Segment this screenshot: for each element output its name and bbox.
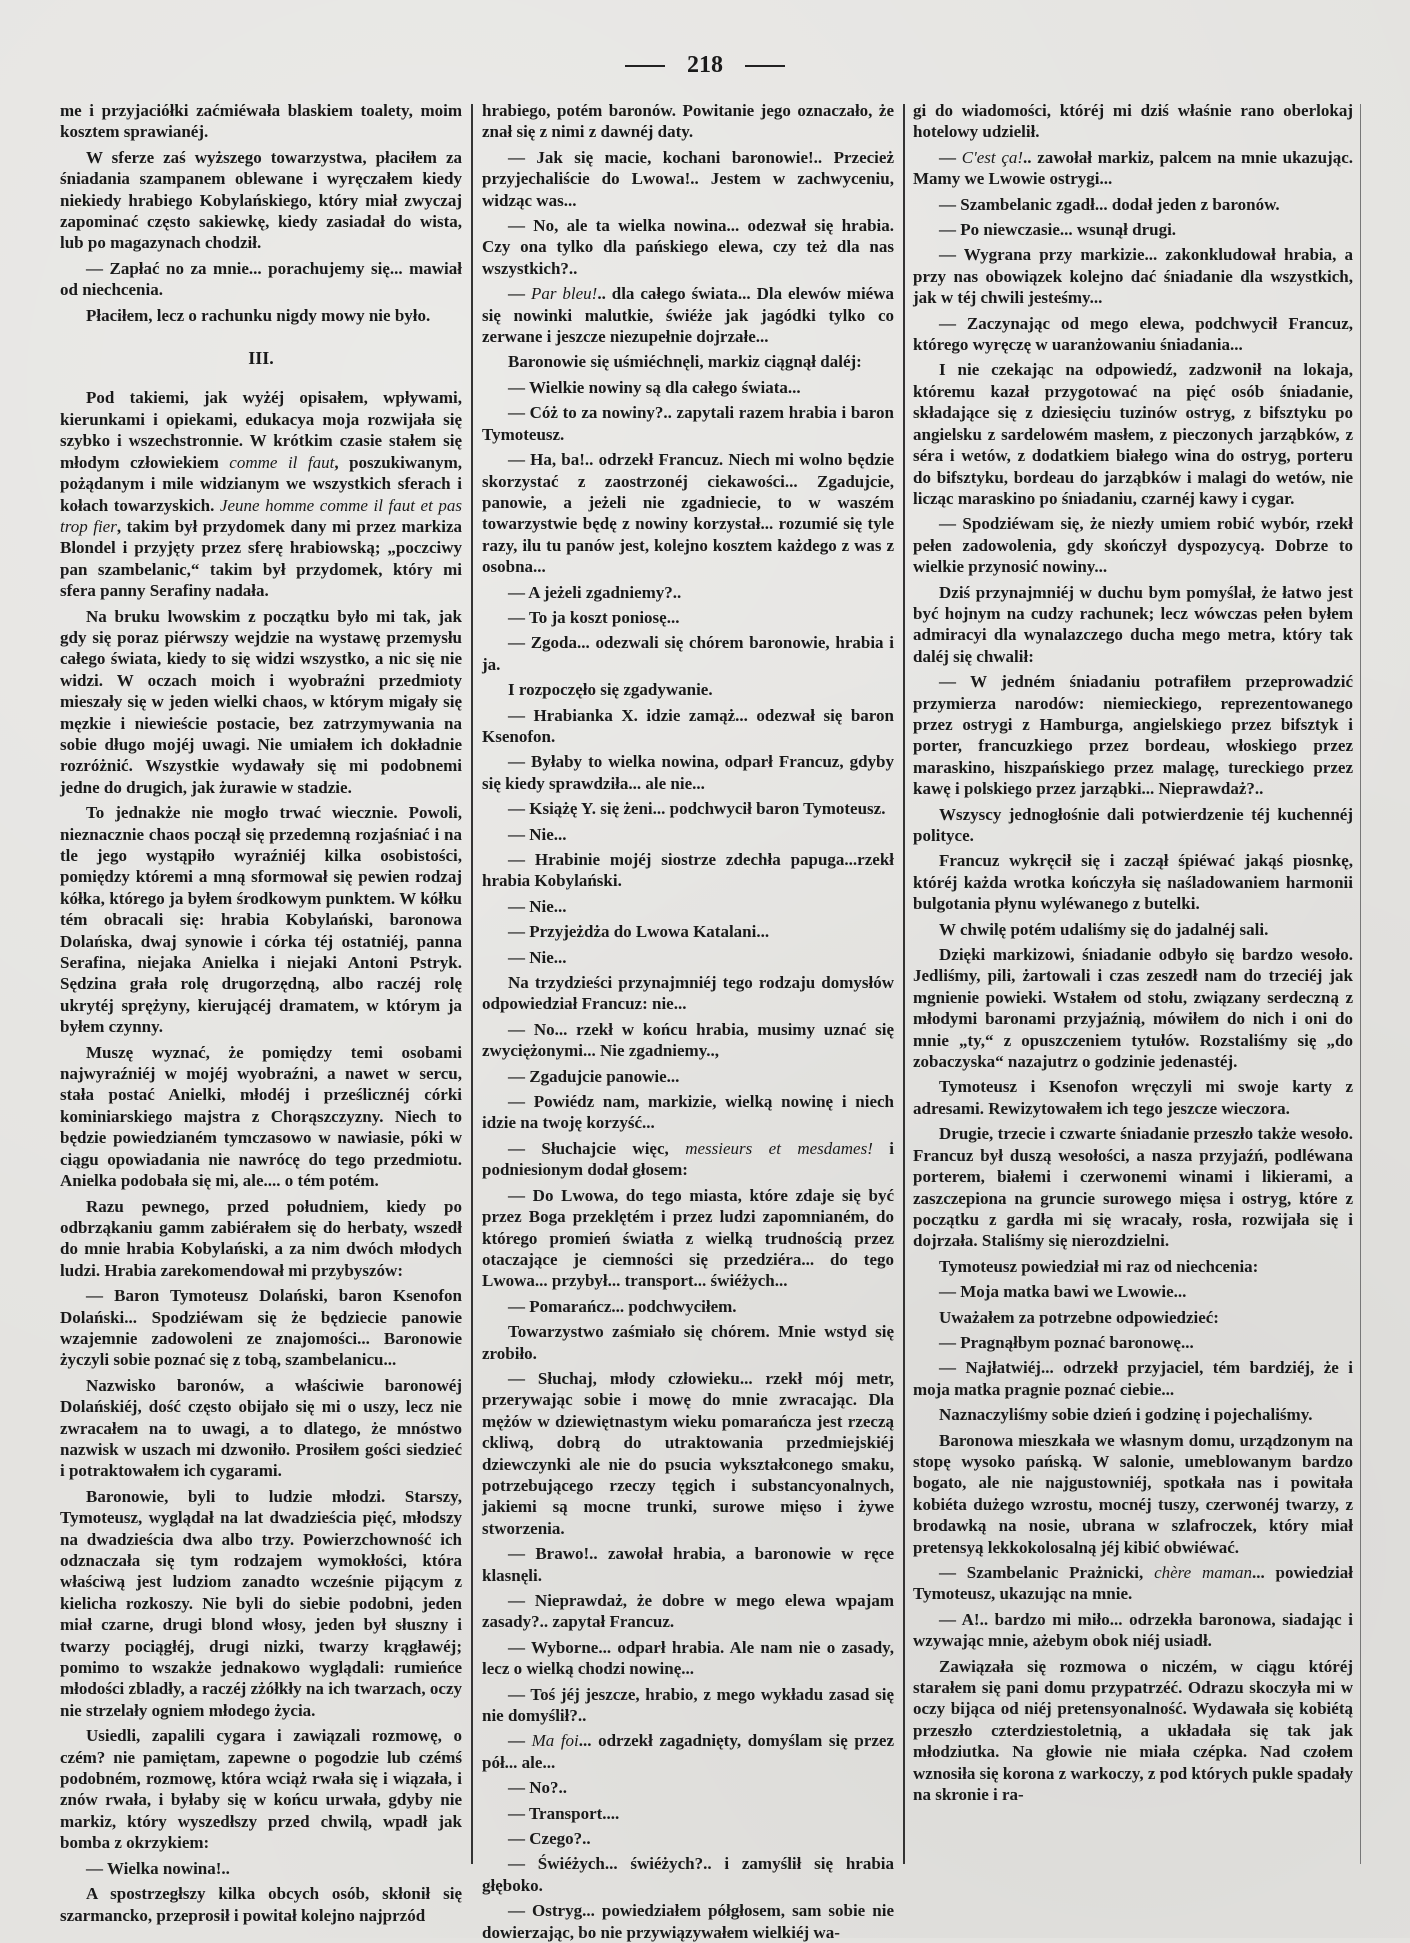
column-divider — [903, 104, 905, 1864]
paragraph: — Zapłać no za mnie... porachujemy się... mawiał od niechcenia. — [60, 258, 462, 300]
text-run: ... odrzekł zagadnięty, domyślam się przez pół... ale... — [482, 1731, 894, 1772]
paragraph: Towarzystwo zaśmiało się chórem. Mnie wstyd się zrobiło. — [482, 1322, 894, 1363]
italic-phrase: Par bleu! — [530, 284, 598, 304]
italic-phrase: messieurs et mesdames! — [685, 1138, 873, 1158]
continued-paragraph: gi do wiadomości, któréj mi dziś właśnie rano oberlokaj hotelowy udzielił. — [913, 101, 1353, 142]
italic-phrase: comme il faut — [229, 452, 335, 472]
text-column-3 — [913, 100, 1353, 1880]
paragraph: Baronowie się uśmiéchnęli, markiz ciągnął daléj: — [508, 352, 862, 372]
text-run: — Szambelanic Prażnicki, — [939, 1563, 1155, 1582]
paragraph: Drugie, trzecie i czwarte śniadanie przeszło także wesoło. Francuz był duszą wesołości, a nasza przyjaźń, podléwana porterem, białemi i czerwonemi winami i likierami, a zaszczepiona na gruncie surowego mięsa i ostryg, które z początku z gardła mi się wracały, rosła, rozwijała się i dojrzała. Staliśmy się nierozdzielni. — [913, 1124, 1353, 1251]
paragraph — [60, 387, 462, 601]
paragraph: — Zgoda... odezwali się chórem baronowie, hrabia i ja. — [482, 633, 894, 674]
chapter-heading: III. — [248, 348, 274, 369]
paragraph: Tymoteusz powiedział mi raz od niechcenia: — [939, 1256, 1259, 1276]
text-run: — — [508, 284, 531, 304]
text-column-1 — [60, 100, 462, 1925]
paragraph: Wszyscy jednogłośnie dali potwierdzenie téj kuchennéj polityce. — [913, 804, 1353, 845]
italic-phrase: Ma foi — [531, 1731, 579, 1751]
paragraph: Nazwisko baronów, a właściwie baronowéj Dolańskiéj, dość często obijało się mi o uszy, lecz nie zwracałem na to uwagi, a to dlatego, że mnóstwo nazwisk w uszach mi dzwoniło. Prosiłem gości siedzieć i potraktowałem ich cygarami. — [60, 1375, 462, 1481]
paragraph: — Nie... — [508, 896, 567, 916]
paragraph: Baronowa mieszkała we własnym domu, urządzonym na stopę wysoko pańską. W salonie, umeblowanym bardzo bogato, ale nie najgustowniéj, spotkała nas i powitała kobiéta dużego wzrostu, mocnéj tuszy, czerwonéj twarzy, z brodawką na nosie, ubrana w szlafroczek, który miał pretensyą lekkokolosalną jéj kibić obwiéwać. — [913, 1430, 1353, 1557]
paragraph: — Czego?.. — [508, 1829, 591, 1849]
page-header — [0, 52, 1410, 79]
paragraph: W chwilę potém udaliśmy się do jadalnéj sali. — [939, 919, 1269, 939]
paragraph: — No, ale ta wielka nowina... odezwał się hrabia. Czy ona tylko dla pańskiego elewa, czy też dla nas wszystkich?.. — [482, 216, 894, 278]
header-rule-left — [625, 65, 665, 67]
paragraph: Dzięki markizowi, śniadanie odbyło się bardzo wesoło. Jedliśmy, pili, żartowali i czas zeszedł nam do trzeciéj jak mgnienie powieki. Wstałem od stołu, związany serdeczną z młodymi baronami przyjaźnią, mówiłem do nich i oni do mnie „ty,“ z opuszczeniem tytułów. Rozstaliśmy się „do zobaczyska“ nazajutrz o godzinie jedenastéj. — [913, 945, 1353, 1072]
text-run: — — [939, 147, 962, 167]
paragraph: — Szambelanic zgadł... dodał jeden z baronów. — [939, 194, 1280, 214]
paragraph: — No... rzekł w końcu hrabia, musimy uznać się zwyciężonymi... Nie zgadniemy.., — [482, 1019, 894, 1061]
text-run: Pod takiemi, jak wyżéj opisałem, wpływami, kierunkami i opiekami, edukacya moja rozwijała się szybko i wszechstronnie. W krótkim czasie stałem się młodym człowiekiem — [60, 388, 462, 472]
header-rule-right — [745, 65, 785, 67]
text-run: .. dla całego świata... Dla elewów miéwa się nowinki malutkie, świéże jak jagódki tylko co zerwane i jeszcze niezupełnie dojrzałe... — [482, 284, 895, 347]
paragraph: Usiedli, zapalili cygara i zawiązali rozmowę, o czém? nie pamiętam, zapewne o pogodzie lub czémś podobném, rozmowę, która wciąż rwała się i wiązała, i znów rwała, i byłaby się w końcu urwała, gdyby nie markiz, który wyszedłszy przed chwilą, wpadł jak bomba z okrzykiem: — [60, 1726, 462, 1853]
paragraph: Razu pewnego, przed południem, kiedy po odbrząkaniu gamm zabiérałem się do herbaty, wszedł do mnie hrabia Kobylański, a za nim dwóch młodych ludzi. Hrabia zarekomendował mi przybyszów: — [60, 1196, 462, 1280]
text-column-2 — [482, 100, 895, 1942]
paragraph: W sferze zaś wyższego towarzystwa, płaciłem za śniadania szampanem oblewane i wyręczałem kiedy niekiedy hrabiego Kobylańskiego, który miał zwyczaj zapominać często sakiewkę, kiedy zasiadał do wista, lub po magazynach chodził. — [60, 147, 462, 253]
paragraph: — Słuchaj, młody człowieku... rzekł mój metr, przerywając sobie i mowę do mnie zwracając. Dla mężów w dziewiętnastym wieku pomarańcza jest rzeczą ckliwą, dobrą do utraktowania przedmiejskiéj dziewczynki ale nie do psucia wykształconego smaku, potrzebującego rzeczy tęgich i substancyonalnych, jakiemi są mocne trunki, surowe mięso i żywe stworzenia. — [482, 1368, 894, 1538]
paragraph: Dziś przynajmniéj w duchu bym pomyślał, że łatwo jest być hojnym na cudzy rachunek; lecz wówczas pełen byłem admiracyi dla wynalazczego ducha mego metra, który tak daléj się chwalił: — [913, 582, 1353, 666]
paragraph: — Spodziéwam się, że niezły umiem robić wybór, rzekł pełen zadowolenia, gdy skończył dyspozycyą. Dobrze to wielkie przynosić nowiny... — [913, 514, 1353, 577]
paragraph: — Wielka nowina!.. — [86, 1858, 230, 1878]
paragraph: — Hrabianka X. idzie zamąż... odezwał się baron Ksenofon. — [482, 705, 894, 746]
paragraph: — Nieprawdaż, że dobre w mego elewa wpajam zasady?.. zapytał Francuz. — [482, 1591, 894, 1632]
paragraph: I nie czekając na odpowiedź, zadzwonił na lokaja, któremu kazał przygotować na pięć osób śniadanie, składające się z dziesięciu tuzinów ostryg, z bifsztyku po angielsku z sardelowém masłem, z pieczonych jarząbków, z séra i wetów, z dodatkiem białego wina do ostryg, porteru do bifsztyku, bordeau do jarząbków i malagi do wetów, nie licząc maraskino po śniadaniu, czarnéj kawy i cygar. — [913, 360, 1353, 508]
paragraph: A spostrzegłszy kilka obcych osób, skłonił się szarmancko, przeprosił i powitał kolejno najprzód — [60, 1884, 462, 1925]
paragraph: — Nie... — [508, 824, 567, 844]
paragraph: — Hrabinie mojéj siostrze zdechła papuga...rzekł hrabia Kobylański. — [482, 850, 894, 891]
paragraph: Na bruku lwowskim z początku było mi tak, jak gdy się poraz piérwszy wejdzie na wystawę przemysłu całego świata, kiedy to się widzi wszystko, a nic się nie widzi. W oczach moich i wyobraźni przedmioty mieszały się w jeden wielki chaos, w którym migały się męzkie i niewieście postacie, bez zatrzymywania na sobie długo mojéj uwagi. Nie umiałem ich dokładnie rozróżnić. Wszystkie wydawały się mi podobnemi jedne do drugich, jak żurawie w stadzie. — [60, 606, 462, 797]
paragraph: — W jedném śniadaniu potrafiłem przeprowadzić przymierza narodów: niemieckiego, reprezentowanego przez ostrygi z Hamburga, angielskiego przez bifsztyk i porter, francuzkiego przez bordeau, włoskiego przez maraskino, hiszpańskiego przez malagę, tureckiego przez kawę i polskiego przez jarząbki... Nieprawdaż?.. — [913, 672, 1353, 799]
paragraph — [482, 1138, 894, 1181]
paragraph: — Świéżych... świéżych?.. i zamyślił się hrabia głęboko. — [482, 1854, 894, 1895]
continued-paragraph: hrabiego, potém baronów. Powitanie jego oznaczało, że znał się z nimi z dawnéj daty. — [482, 101, 894, 142]
continued-paragraph: me i przyjaciółki zaćmiéwała blaskiem toalety, moim kosztem sprawianéj. — [60, 101, 462, 142]
paragraph: — To ja koszt poniosę... — [508, 607, 680, 627]
paragraph: I rozpoczęło się zgadywanie. — [508, 680, 713, 700]
paragraph: — Cóż to za nowiny?.. zapytali razem hrabia i baron Tymoteusz. — [482, 403, 894, 444]
italic-phrase: chère maman — [1154, 1563, 1253, 1582]
paragraph: — Wyborne... odparł hrabia. Ale nam nie o zasady, lecz o wielką chodzi nowinę... — [482, 1637, 894, 1679]
text-run: — Słuchajcie więc, — [508, 1138, 686, 1158]
paragraph: — Książę Y. się żeni... podchwycił baron Tymoteusz. — [508, 799, 886, 819]
paragraph: — Brawo!.. zawołał hrabia, a baronowie w ręce klasnęli. — [482, 1544, 894, 1585]
paragraph: — Powiédz nam, markizie, wielką nowinę i niech idzie na twoję korzyść... — [482, 1092, 894, 1133]
column-divider — [471, 104, 473, 1864]
text-run: — — [508, 1731, 532, 1751]
italic-phrase: C'est ça! — [961, 147, 1024, 167]
paragraph: — Po niewczasie... wsunął drugi. — [939, 220, 1177, 240]
paragraph: — Byłaby to wielka nowina, odparł Francuz, gdyby się kiedy sprawdziła... ale nie... — [482, 752, 894, 793]
text-run: , poszukiwanym, pożądanym i mile widzianym we wszystkich sferach i kołach towarzyskich. — [60, 452, 462, 515]
paragraph: — No?.. — [508, 1778, 568, 1798]
italic-phrase: Jeune homme comme il faut et pas trop fier — [60, 495, 462, 536]
paragraph: Baronowie, byli to ludzie młodzi. Starszy, Tymoteusz, wyglądał na lat dwadzieścia pięć, młodszy na dwadzieścia dwa albo trzy. Powierzchowność ich odznaczała się tym rodzajem wymokłości, która właściwą jest ludziom zanadto wcześnie pijącym z kielicha rozkoszy. Nie byli do siebie podobni, jeden miał czarne, drugi blond włosy, jeden był słuszny i twarzy pociągłéj, drugi nizki, twarzy krągławéj; pomimo to wszakże jednakowo wyglądali: rumieńce młodości zbladły, a raczéj zżółkły na ich twarzach, oczy nie strzelały ogniem młodego życia. — [60, 1486, 462, 1720]
paragraph: Uważałem za potrzebne odpowiedzieć: — [939, 1307, 1219, 1327]
paragraph: — Jak się macie, kochani baronowie!.. Przecież przyjechaliście do Lwowa!.. Jestem w zachwyceniu, widząc was... — [482, 147, 894, 210]
paragraph: — Nie... — [508, 947, 567, 967]
paragraph: — A!.. bardzo mi miło... odrzekła baronowa, siadając i wzywając mnie, ażebym obok niéj usiadł. — [913, 1609, 1353, 1651]
paragraph: Muszę wyznać, że pomiędzy temi osobami najwyraźniéj w mojéj wyobraźni, a nawet w sercu, stała postać Anielki, młodéj i prześlicznéj córki kominiarskiego majstra z Chorąszczyzny. Niech to będzie powiedzianém tymczasowo w nawiasie, póki w ciągu opowiadania nie nawrócę do tego przedmiotu. Anielka podobała się mi, ale.... o tém potém. — [60, 1042, 462, 1191]
paragraph — [913, 1562, 1353, 1605]
paragraph — [482, 283, 894, 347]
paragraph: — Do Lwowa, do tego miasta, które zdaje się być przez Boga przeklętém i przez ludzi zapomnianém, do którego promień światła z wielką trudnością przez otaczające je ciemności się przedziéra... do tego Lwowa... przybył... transport... świéżych... — [482, 1185, 894, 1291]
paragraph: Francuz wykręcił się i zaczął śpiéwać jakąś piosnkę, któréj każda wrotka kończyła się naśladowaniem harmonii bulgotania płynu wyléwanego z butelki. — [913, 851, 1353, 914]
page-edge-rule — [1360, 104, 1361, 1864]
paragraph: — Pragnąłbym poznać baronowę... — [939, 1332, 1194, 1352]
paragraph: — Ostryg... powiedziałem półgłosem, sam sobie nie dowierzając, bo nie przywiązywałem wielkiéj wa- — [482, 1901, 894, 1942]
paragraph: — Pomarańcz... podchwyciłem. — [508, 1296, 737, 1316]
paragraph: — Wielkie nowiny są dla całego świata... — [508, 377, 801, 397]
paragraph: — Zaczynając od mego elewa, podchwycił Francuz, którego wyręczę w uaranżowaniu śniadania... — [913, 313, 1353, 355]
paragraph: — Przyjeżdża do Lwowa Katalani... — [508, 922, 770, 942]
text-run: ... powiedział Tymoteusz, ukazując na mnie. — [913, 1563, 1353, 1604]
paragraph: Zawiązała się rozmowa o niczém, w ciągu któréj starałem się pani domu przypatrzéć. Odrazu skoczyła mi w oczy bijąca od niéj pretensyonalność. Wydawała się kobiétą przeszło czterdziestoletnią, a układała się tak jak młodziutka. Na głowie nie miała czépka. Nad czołem wznosiła się korona z warkoczy, z pod których pukle spadały na skronie i ra- — [913, 1656, 1353, 1805]
paragraph: — Wygrana przy markizie... zakonkludował hrabia, a przy nas obowiązek kolejno dać śniadanie dla wszystkich, jak w téj chwili jesteśmy... — [913, 245, 1353, 308]
paragraph: — Ha, ba!.. odrzekł Francuz. Niech mi wolno będzie skorzystać z zaostrzonéj ciekawości... Zgadujcie, panowie, a jeżeli nie zgadniecie, to w waszém towarzystwie będę z nowiny korzystał... rozumié się tyle razy, ilu tu panów jest, kolejno kosztem każdego z was z osobna... — [482, 450, 894, 577]
paragraph: — Moja matka bawi we Lwowie... — [939, 1282, 1187, 1302]
paragraph: Tymoteusz i Ksenofon wręczyli mi swoje karty z adresami. Rewizytowałem ich tego jeszcze wieczora. — [913, 1077, 1353, 1118]
paragraph — [482, 1730, 894, 1773]
paragraph: To jednakże nie mogło trwać wiecznie. Powoli, nieznacznie chaos począł się przedemną rozjaśniać i na tle jego wystąpiło wyraźniéj kilka osobistości, pomiędzy któremi a mną sformował się pewien rodzaj kółka, którego ja byłem środkowym punktem. W kółku tém obracali się: hrabia Kobylański, baronowa Dolańska, dwaj synowie i córka téj ostatniéj, panna Serafina, niejaka Anielka i niejaki Antoni Pstryk. Sędzina grała rolę drugorzędną, albo raczéj rolę ukrytéj sprężyny, kierującéj dramatem, w którym ja byłem czynny. — [60, 803, 462, 1037]
text-run: i podniesionym dodał głosem: — [482, 1138, 895, 1180]
paragraph: — Zgadujcie panowie... — [508, 1066, 680, 1086]
paragraph: Naznaczyliśmy sobie dzień i godzinę i pojechaliśmy. — [939, 1405, 1313, 1425]
paragraph: Płaciłem, lecz o rachunku nigdy mowy nie było. — [86, 305, 431, 325]
paragraph: — Najłatwiéj... odrzekł przyjaciel, tém bardziéj, że i moja matka pragnie poznać ciebie... — [913, 1358, 1353, 1399]
paragraph: — Baron Tymoteusz Dolański, baron Ksenofon Dolański... Spodziéwam się że będziecie panowie wzajemnie zadowoleni ze znajomości... Baronowie życzyli sobie poznać się z tobą, szambelanicu... — [60, 1286, 462, 1370]
paragraph — [913, 147, 1353, 190]
paragraph: — A jeżeli zgadniemy?.. — [508, 582, 682, 602]
text-run: , takim był przydomek dany mi przez markiza Blondel i przyjęty przez sferę hrabiowską; „poczciwy pan szambelanic,“ takim był przydomek, który mi sfera panny Serafiny nadała. — [60, 516, 462, 601]
text-run: .. zawołał markiz, palcem na mnie ukazując. Mamy we Lwowie ostrygi... — [913, 147, 1353, 189]
paragraph: — Toś jéj jeszcze, hrabio, z mego wykładu zasad się nie domyślił?.. — [482, 1684, 894, 1726]
paragraph: — Transport.... — [508, 1803, 620, 1823]
page-number: 218 — [687, 52, 723, 78]
paragraph: Na trzydzieści przynajmniéj tego rodzaju domysłów odpowiedział Francuz: nie... — [482, 973, 894, 1014]
